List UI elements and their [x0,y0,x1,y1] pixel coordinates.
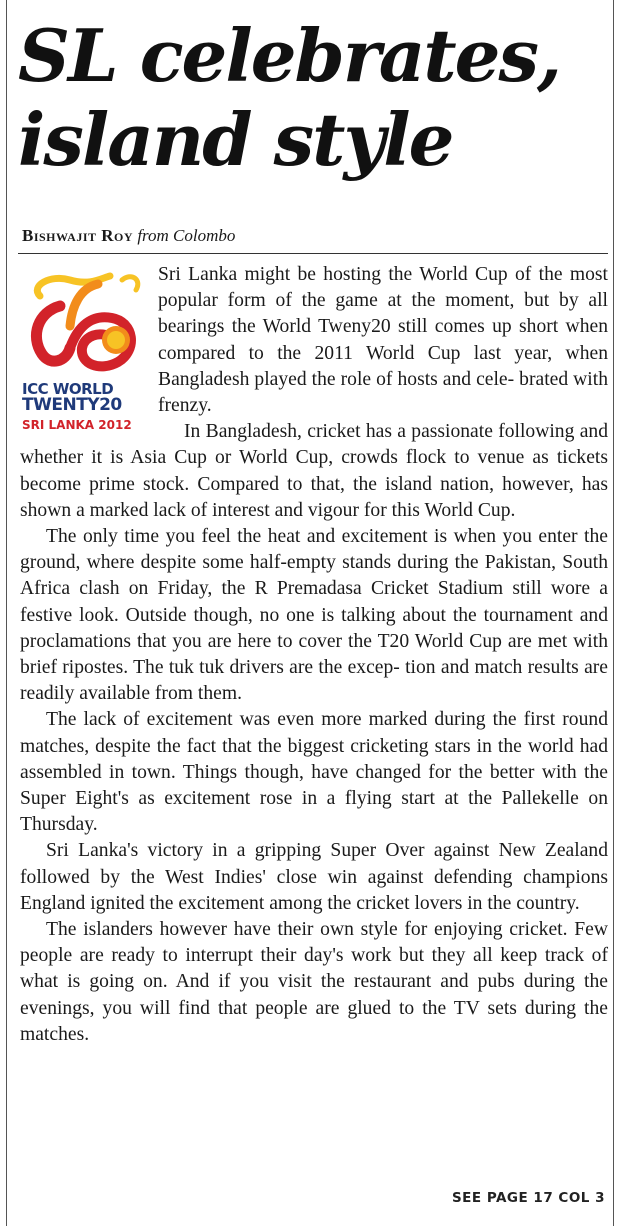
headline [18,14,608,182]
article-paragraph [20,262,608,432]
logo-icc-world-text: ICC WORLD [22,380,114,398]
t20-world-cup-logo [20,266,148,432]
continuation-link[interactable]: SEE PAGE 17 COL 3 [451,1190,605,1206]
byline-location: from Colombo [137,226,236,245]
column-rule-left [6,0,7,1226]
article-paragraph: Sri Lanka's victory in a gripping Super Over against New Zealand followed by the West Indies' close win against defending champions England ignited the excitement among the cricket lovers in the country. [20,840,608,914]
article-paragraph: The islanders however have their own style for enjoying cricket. Few people are ready to interrupt their day's work but they all keep track of what is going on. And if you visit the restaurant and pubs during the evenings, you will find that people are glued to the TV sets during the matches. [20,919,608,1045]
t20-emblem-icon [20,266,148,378]
logo-sri-lanka-text: SRI LANKA 2012 [22,418,132,432]
byline-divider [18,253,608,254]
column-rule-right [613,0,614,1226]
article-paragraph: The lack of excitement was even more marked during the first round matches, despite the fact that the biggest cricketing stars in the world had assembled in town. Things though, have changed for the better with the Super Eight's as excitement rose in a flying start at the Pallekelle on Thursday. [20,709,608,836]
logo-twenty20-text: TWENTY20 [22,395,122,415]
byline [22,226,235,246]
article-paragraph: In Bangladesh, cricket has a passionate following and whether it is Asia Cup or World Cup, crowds flock to venue as tickets become prime stock. Compared to that, the island nation, however, has shown a marked lack of interest and vigour for this World Cup. [20,421,608,521]
headline-line-1: SL celebrates, [18,13,561,98]
headline-line-2: island style [18,97,453,182]
byline-author: Bishwajit Roy [22,226,134,245]
article-body [20,262,608,1048]
article-paragraph-text: Sri Lanka might be hosting the World Cup of the most popular form of the game at the moment, but by all bearings the World Tweny20 still comes up short when compared to the 2011 World Cup last year, when Bangladesh played the role of hosts and cele- brated with frenzy. [158,264,608,417]
article-paragraph: The only time you feel the heat and excitement is when you enter the ground, where despite some half-empty stands during the Pakistan, South Africa clash on Friday, the R Premadasa Cricket Stadium still wore a festive look. Outside though, no one is talking about the tournament and proclamations that you are here to cover the T20 World Cup are met with brief ripostes. The tuk tuk drivers are the excep- tion and match results are readily available from them. [20,526,608,705]
